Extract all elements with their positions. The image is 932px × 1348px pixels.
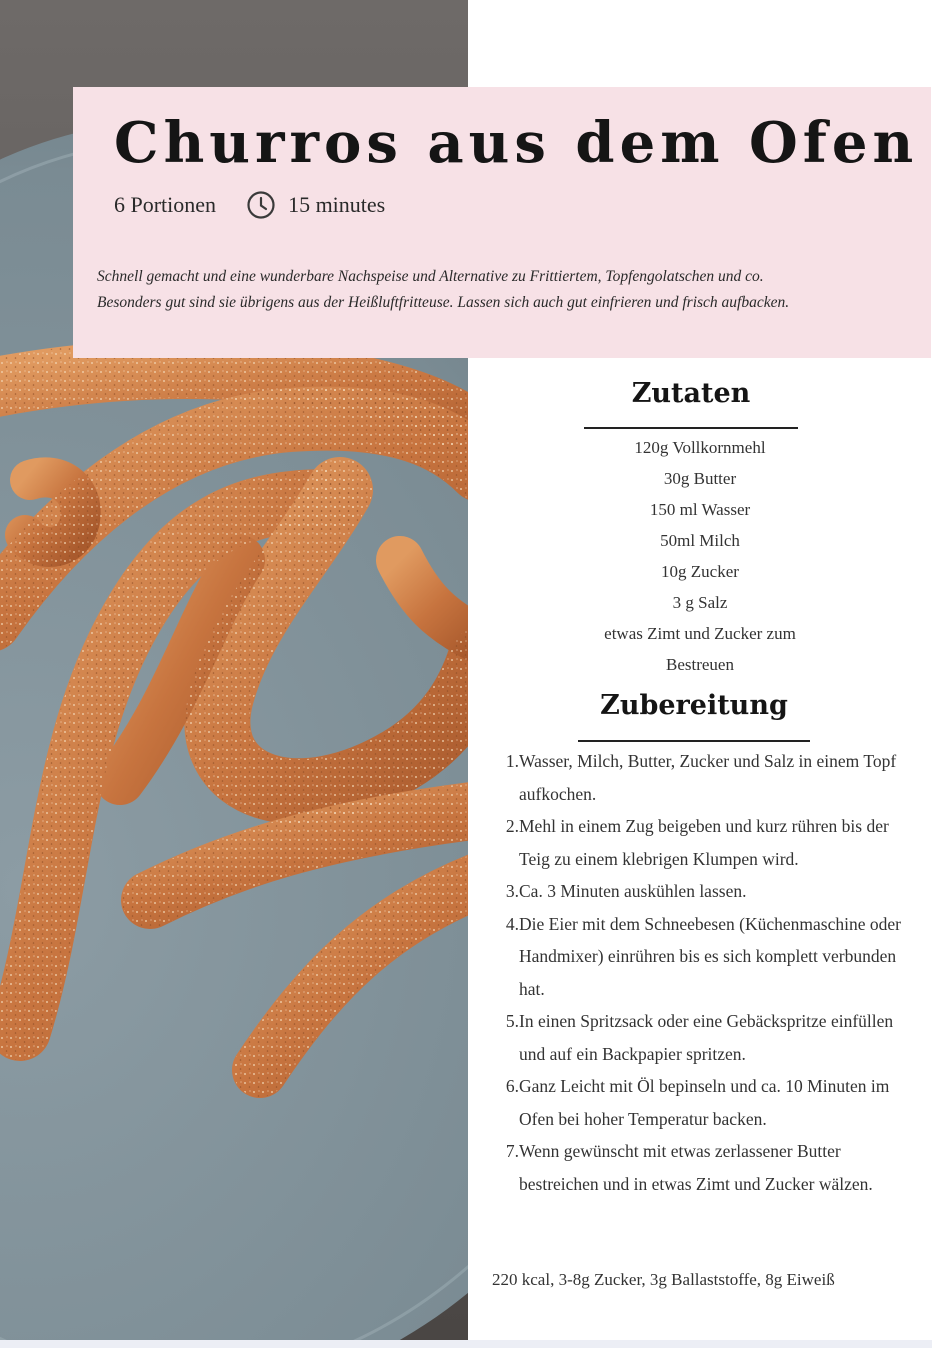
- ingredient-item: 120g Vollkornmehl: [634, 438, 766, 457]
- preparation-divider: [578, 740, 810, 742]
- servings: 6 Portionen: [114, 192, 217, 217]
- recipe-meta: [114, 190, 385, 220]
- page-bottom-edge: [0, 1340, 932, 1348]
- intro-line: Schnell gemacht und eine wunderbare Nachspeise und Alternative zu Frittiertem, Topfengolatschen und co.: [97, 268, 764, 285]
- step-number: 6.: [505, 1076, 519, 1096]
- clock-icon: [246, 190, 276, 220]
- ingredients-heading: Zutaten: [631, 378, 751, 409]
- intro-line: Besonders gut sind sie übrigens aus der Heißluftfritteuse. Lassen sich auch gut einfrieren und frisch aufbacken.: [97, 294, 790, 311]
- step-item: [500, 1070, 912, 1135]
- step-text: Mehl in einem Zug beigeben und kurz rühren bis der Teig zu einem klebrigen Klumpen wird.: [519, 816, 889, 869]
- preparation-heading: Zubereitung: [600, 690, 788, 721]
- step-text: In einen Spritzsack oder eine Gebäckspritze einfüllen und auf ein Backpapier spritzen.: [519, 1011, 894, 1064]
- step-text: Wenn gewünscht mit etwas zerlassener Butter bestreichen und in etwas Zimt und Zucker wälzen.: [519, 1141, 873, 1194]
- step-text: Die Eier mit dem Schneebesen (Küchenmaschine oder Handmixer) einrühren bis es sich komplett verbunden hat.: [519, 913, 901, 999]
- ingredient-item: 50ml Milch: [660, 531, 740, 550]
- recipe-intro: [97, 264, 897, 316]
- step-item: [500, 810, 912, 875]
- step-number: 5.: [505, 1011, 519, 1031]
- ingredient-item: etwas Zimt und Zucker zum Bestreuen: [604, 624, 796, 674]
- step-number: 2.: [505, 816, 519, 836]
- nutrition-info: 220 kcal, 3-8g Zucker, 3g Ballaststoffe, 8g Eiweiß: [492, 1270, 835, 1289]
- step-number: 3.: [505, 881, 519, 901]
- ingredient-item: 3 g Salz: [672, 593, 728, 612]
- ingredient-item: 30g Butter: [663, 469, 737, 488]
- step-item: [500, 745, 912, 810]
- recipe-title: Churros aus dem Ofen: [114, 110, 919, 176]
- step-item: [500, 908, 912, 1006]
- step-item: [500, 875, 912, 908]
- step-item: [500, 1005, 912, 1070]
- ingredient-item: 10g Zucker: [661, 562, 739, 581]
- step-text: Ca. 3 Minuten auskühlen lassen.: [519, 881, 747, 901]
- step-item: [500, 1135, 912, 1200]
- prep-time: 15 minutes: [288, 192, 386, 217]
- ingredients-list: [584, 432, 816, 680]
- step-number: 4.: [505, 913, 519, 934]
- ingredients-divider: [584, 427, 798, 429]
- ingredient-item: 150 ml Wasser: [649, 500, 751, 519]
- step-text: Ganz Leicht mit Öl bepinseln und ca. 10 Minuten im Ofen bei hoher Temperatur backen.: [519, 1076, 890, 1129]
- step-number: 7.: [505, 1141, 519, 1161]
- step-number: 1.: [505, 751, 519, 771]
- step-text: Wasser, Milch, Butter, Zucker und Salz in einem Topf aufkochen.: [519, 751, 897, 804]
- preparation-steps: [500, 745, 912, 1200]
